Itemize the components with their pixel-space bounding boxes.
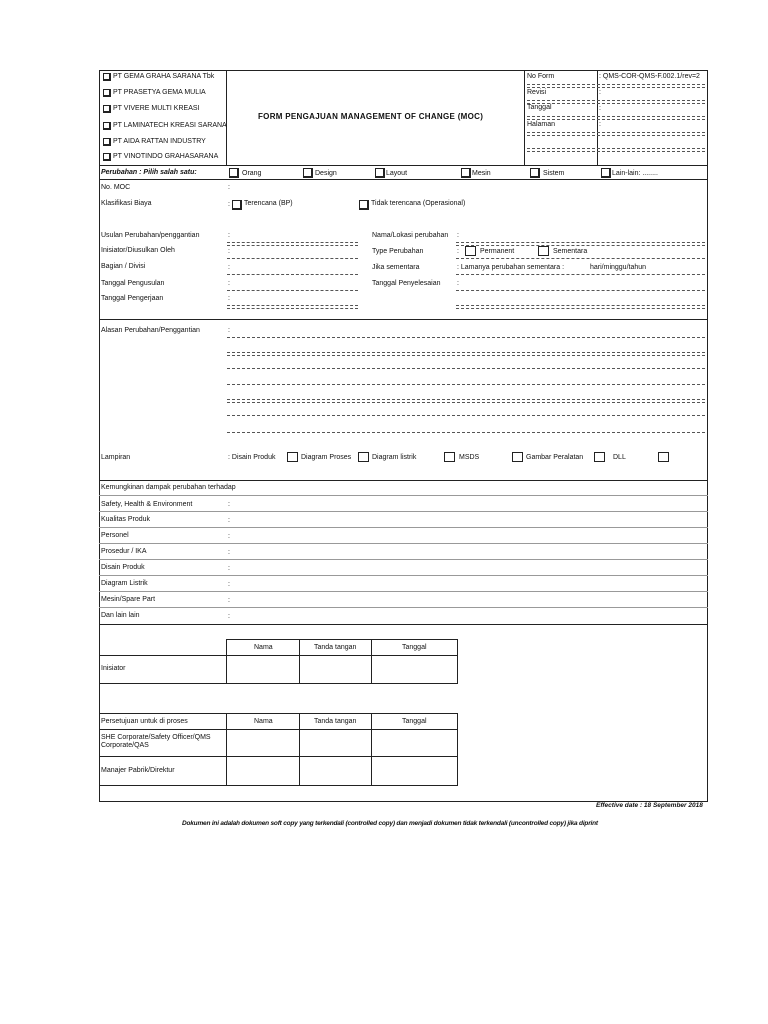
col-header-tanggal: Tanggal: [402, 718, 427, 725]
tgl-pengerjaan-field[interactable]: [227, 305, 358, 309]
nama-lokasi-field[interactable]: [456, 242, 705, 246]
lampiran-checkbox-msds[interactable]: [512, 452, 523, 462]
approver-row-label: Manajer Pabrik/Direktur: [101, 767, 175, 774]
tidak-terencana-checkbox[interactable]: [359, 200, 369, 210]
bagian-field[interactable]: [227, 274, 358, 275]
company-checkbox[interactable]: [103, 122, 111, 130]
lampiran-item: : Disain Produk: [228, 454, 276, 461]
type-perubahan-colon: :: [457, 248, 459, 255]
company-checkbox[interactable]: [103, 105, 111, 113]
halaman-label: Halaman: [527, 121, 556, 128]
dampak-item: Mesin/Spare Part: [101, 596, 156, 603]
tgl-pengusulan-label: Tanggal Pengusulan: [101, 280, 165, 287]
col-header-tanggal: Tanggal: [402, 644, 427, 651]
lampiran-item: DLL: [613, 454, 626, 461]
controlled-copy-note: Dokumen ini adalah dokumen soft copy yang terkendali (controlled copy) dan menjadi dokumen tidak terkendali (uncontrolled copy) jika diprint: [182, 820, 598, 827]
header-divider-left: [226, 70, 227, 166]
klasifikasi-label: Klasifikasi Biaya: [101, 200, 152, 207]
inisiator-label: Inisiator/Diusulkan Oleh: [101, 247, 175, 254]
usulan-colon: :: [228, 232, 230, 239]
form-title: FORM PENGAJUAN MANAGEMENT OF CHANGE (MOC): [258, 112, 484, 121]
tgl-penyelesaian-colon: :: [457, 280, 459, 287]
option-checkbox-lain[interactable]: [601, 168, 611, 178]
sementara-label: Sementara: [553, 248, 588, 255]
company-name: PT VINOTINDO GRAHASARANA: [113, 153, 219, 160]
tanggal-label: Tanggal: [527, 104, 552, 111]
no-form-value: : QMS-COR-QMS-F.002.1/rev=2: [599, 73, 700, 80]
header-bottom-line: [99, 165, 708, 166]
company-checkbox[interactable]: [103, 153, 111, 161]
company-name: PT VIVERE MULTI KREASI: [113, 105, 200, 112]
col-header-nama: Nama: [254, 644, 273, 651]
dampak-item: Dan lain lain: [101, 612, 140, 619]
option-checkbox-orang[interactable]: [229, 168, 239, 178]
inisiator-field[interactable]: [227, 258, 358, 259]
nama-lokasi-label: Nama/Lokasi perubahan: [372, 232, 449, 239]
lampiran-item: Diagram Proses: [301, 454, 352, 461]
tgl-pengerjaan-colon: :: [228, 295, 230, 302]
lampiran-checkbox-gambar[interactable]: [594, 452, 605, 462]
tgl-penyelesaian-field[interactable]: [456, 290, 705, 291]
dampak-item: Safety, Health & Environment: [101, 501, 193, 508]
jika-sementara-label: Jika sementara: [372, 264, 420, 271]
usulan-field[interactable]: [227, 242, 358, 246]
option-label: Mesin: [472, 170, 491, 177]
dampak-item: Prosedur / IKA: [101, 548, 147, 555]
company-name: PT PRASETYA GEMA MULIA: [113, 89, 206, 96]
option-label: Sistem: [543, 170, 565, 177]
company-name: PT LAMINATECH KREASI SARANA: [113, 122, 227, 129]
lampiran-checkbox-diagram-proses[interactable]: [358, 452, 369, 462]
bagian-colon: :: [228, 264, 230, 271]
effective-date: Effective date : 18 September 2018: [596, 802, 703, 809]
approver-row-label: SHE Corporate/Safety Officer/QMS Corporate/QAS: [101, 734, 211, 749]
lampiran-checkbox-diagram-listrik[interactable]: [444, 452, 455, 462]
no-moc-label: No. MOC: [101, 184, 131, 191]
company-checkbox[interactable]: [103, 89, 111, 97]
tgl-penyelesaian-label: Tanggal Penyelesaian: [372, 280, 441, 287]
type-perubahan-label: Type Perubahan: [372, 248, 424, 255]
persetujuan-label: Persetujuan untuk di proses: [101, 718, 188, 725]
option-label: Lain-lain: ........: [612, 170, 658, 177]
company-checkbox[interactable]: [103, 138, 111, 146]
sementara-checkbox[interactable]: [538, 246, 549, 256]
lampiran-bottom-line: [99, 480, 708, 481]
lampiran-checkbox-disain[interactable]: [287, 452, 298, 462]
dampak-item: Disain Produk: [101, 564, 145, 571]
lampiran-label: Lampiran: [101, 454, 131, 461]
bagian-label: Bagian / Divisi: [101, 263, 146, 270]
tgl-pengusulan-colon: :: [228, 280, 230, 287]
option-checkbox-layout[interactable]: [375, 168, 385, 178]
detail-bottom-line: [99, 319, 708, 320]
option-checkbox-design[interactable]: [303, 168, 313, 178]
lamanya-label: : Lamanya perubahan sementara :: [457, 264, 565, 271]
terencana-checkbox[interactable]: [232, 200, 242, 210]
halaman-colon: :: [599, 121, 601, 128]
perubahan-label: Perubahan : Pilih salah satu:: [101, 169, 197, 176]
nama-lokasi-colon: :: [457, 232, 459, 239]
col-header-tanda-tangan: Tanda tangan: [314, 644, 357, 651]
lampiran-item: Diagram listrik: [372, 454, 417, 461]
inisiator-row-label: Inisiator: [101, 665, 126, 672]
option-checkbox-mesin[interactable]: [461, 168, 471, 178]
header-divider-mid: [524, 70, 525, 166]
dampak-item: Kualitas Produk: [101, 516, 151, 523]
inisiator-colon: :: [228, 248, 230, 255]
revisi-label: Revisi: [527, 89, 547, 96]
option-label: Layout: [386, 170, 408, 177]
tidak-terencana-label: Tidak terencana (Operasional): [371, 200, 466, 207]
dampak-item: Personel: [101, 532, 129, 539]
option-checkbox-sistem[interactable]: [530, 168, 540, 178]
company-checkbox[interactable]: [103, 73, 111, 81]
alasan-colon: :: [228, 327, 230, 334]
klasifikasi-colon: :: [228, 201, 230, 208]
revisi-colon: :: [599, 89, 601, 96]
permanent-checkbox[interactable]: [465, 246, 476, 256]
perubahan-bottom-line: [99, 179, 708, 180]
lampiran-checkbox-dll[interactable]: [658, 452, 669, 462]
alasan-label: Alasan Perubahan/Penggantian: [101, 327, 200, 334]
tanggal-colon: :: [599, 105, 601, 112]
lampiran-item: Gambar Peralatan: [526, 454, 584, 461]
option-label: Design: [315, 170, 337, 177]
tgl-pengusulan-field[interactable]: [227, 290, 358, 291]
col-header-tanda-tangan: Tanda tangan: [314, 718, 357, 725]
option-label: Orang: [242, 170, 262, 177]
terencana-label: Terencana (BP): [244, 200, 293, 207]
dampak-title: Kemungkinan dampak perubahan terhadap: [101, 484, 236, 491]
no-form-label: No Form: [527, 73, 555, 80]
company-name: PT GEMA GRAHA SARANA Tbk: [113, 73, 215, 80]
dampak-item: Diagram Listrik: [101, 580, 148, 587]
hari-label: hari/minggu/tahun: [590, 264, 647, 271]
permanent-label: Permanent: [480, 248, 515, 255]
company-name: PT AIDA RATTAN INDUSTRY: [113, 138, 206, 145]
no-moc-colon: :: [228, 184, 230, 191]
usulan-label: Usulan Perubahan/penggantian: [101, 232, 200, 239]
col-header-nama: Nama: [254, 718, 273, 725]
dampak-bottom-line: [99, 624, 708, 625]
lampiran-item: MSDS: [459, 454, 480, 461]
tgl-pengerjaan-label: Tanggal Pengerjaan: [101, 295, 164, 302]
